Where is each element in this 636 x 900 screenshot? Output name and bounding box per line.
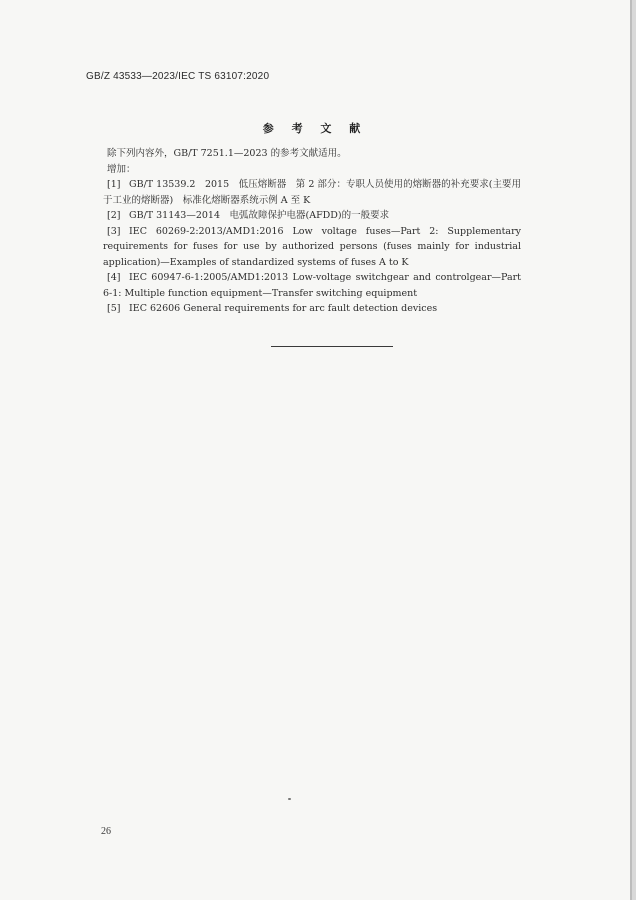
reference-item-2 bbox=[103, 208, 521, 224]
reference-text: IEC 60947-6-1:2005/AMD1:2013 Low-voltage switchgear and controlgear—Part 6-1: Multiple function equipment—Transfer switching equipment bbox=[103, 272, 521, 299]
reference-number: [5] bbox=[107, 303, 121, 314]
reference-text: GB/T 13539.2 2015 低压熔断器 第 2 部分：专职人员使用的熔断器的补充要求(主要用于工业的熔断器) 标准化熔断器系统示例 A 至 K bbox=[103, 179, 521, 206]
reference-item-3 bbox=[103, 224, 521, 271]
intro-text: 除下列内容外，GB/T 7251.1—2023 的参考文献适用。 bbox=[107, 148, 347, 159]
reference-text: IEC 60269-2:2013/AMD1:2016 Low voltage fuses—Part 2: Supplementary requirements for fuses for use by authorized persons (fuses mainly for industrial application)—Examples of standardized systems of fuses A to K bbox=[103, 225, 521, 268]
page-number: 26 bbox=[101, 826, 111, 837]
addition-label: 增加： bbox=[107, 163, 136, 175]
reference-item-4 bbox=[103, 270, 521, 301]
references-body bbox=[103, 146, 521, 317]
section-title: 参 考 文 献 bbox=[262, 122, 368, 135]
reference-item-1 bbox=[103, 177, 521, 208]
reference-number: [4] bbox=[107, 272, 121, 283]
reference-item-5 bbox=[103, 301, 521, 317]
standard-number-header: GB/Z 43533—2023/IEC TS 63107:2020 bbox=[86, 71, 270, 82]
reference-number: [2] bbox=[107, 210, 121, 221]
reference-text: GB/T 31143—2014 电弧故障保护电器(AFDD)的一般要求 bbox=[129, 210, 390, 221]
scan-speck bbox=[288, 798, 291, 800]
reference-number: [1] bbox=[107, 179, 121, 190]
reference-number: [3] bbox=[107, 225, 121, 237]
end-divider-line bbox=[271, 346, 393, 347]
reference-text: IEC 62606 General requirements for arc fault detection devices bbox=[129, 303, 438, 314]
